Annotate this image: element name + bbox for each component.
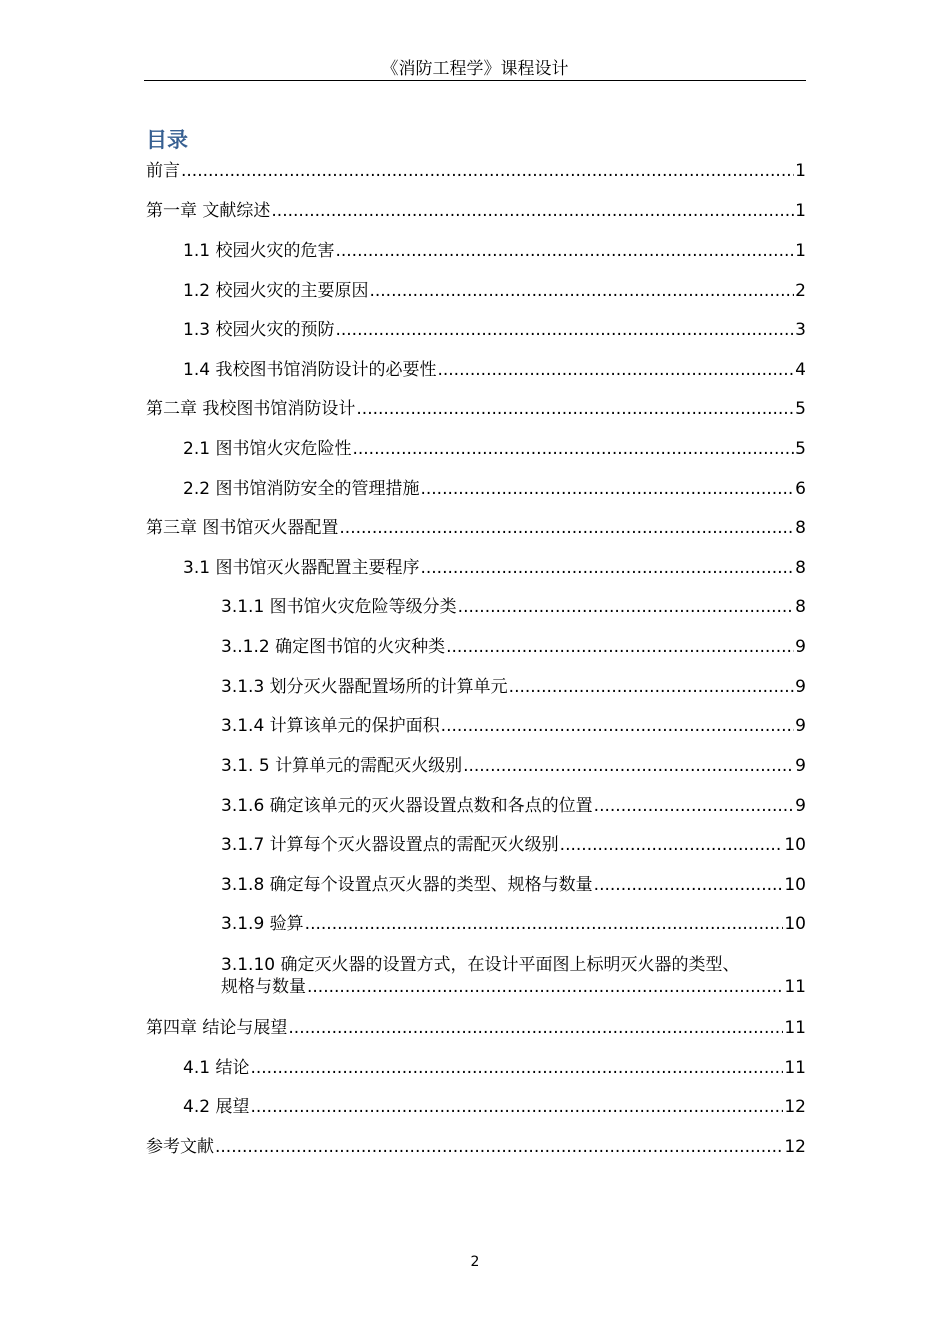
toc-entry-label: 3.1.6 确定该单元的灭火器设置点数和各点的位置 [221, 796, 593, 816]
toc-entry-page: 9 [795, 756, 806, 776]
toc-leader-dots [339, 517, 794, 539]
toc-entry-page: 10 [784, 914, 806, 934]
toc-entry-label: 前言 [146, 161, 180, 181]
toc-entry-multiline[interactable] [221, 954, 806, 998]
toc-entry-page: 8 [795, 597, 806, 617]
toc-leader-dots [458, 596, 795, 618]
toc-entry-page: 8 [795, 558, 806, 578]
toc-entry-label: 3.1.1 图书馆火灾危险等级分类 [221, 597, 457, 617]
toc-entry-label: 3.1.3 划分灭火器配置场所的计算单元 [221, 677, 508, 697]
header-rule [144, 80, 806, 81]
page-number: 2 [470, 1254, 480, 1270]
toc-entry-page: 9 [795, 637, 806, 657]
toc-leader-dots [594, 874, 784, 896]
toc-leader-dots [446, 636, 794, 658]
toc-entry[interactable] [221, 755, 806, 777]
toc-leader-dots [594, 795, 795, 817]
toc-entry-page: 6 [795, 479, 806, 499]
toc-leader-dots [307, 976, 783, 998]
toc-entry-label: 3.1.7 计算每个灭火器设置点的需配灭火级别 [221, 835, 559, 855]
toc-entry-page: 5 [795, 399, 806, 419]
toc-entry-label: 1.4 我校图书馆消防设计的必要性 [183, 360, 437, 380]
toc-entry-page: 9 [795, 796, 806, 816]
toc-entry-page: 1 [795, 161, 806, 181]
toc-entry[interactable] [221, 715, 806, 737]
toc-leader-dots [437, 359, 794, 381]
toc-leader-dots [420, 478, 794, 500]
toc-entry-label: 1.1 校园火灾的危害 [183, 241, 335, 261]
toc-leader-dots [369, 280, 794, 302]
toc-entry[interactable] [183, 478, 806, 500]
toc-leader-dots [509, 676, 795, 698]
toc-leader-dots [250, 1096, 783, 1118]
toc-entry[interactable] [183, 240, 806, 262]
toc-leader-dots [560, 834, 784, 856]
toc-entry-page: 2 [795, 281, 806, 301]
toc-entry[interactable] [146, 398, 806, 420]
toc-entry-page: 5 [795, 439, 806, 459]
toc-entry[interactable] [183, 359, 806, 381]
toc-entry-label-line1: 3.1.10 确定灭火器的设置方式，在设计平面图上标明灭火器的类型、 [221, 955, 740, 975]
toc-entry-label: 3.1.4 计算该单元的保护面积 [221, 716, 440, 736]
toc-leader-dots [271, 200, 794, 222]
toc-leader-dots [463, 755, 794, 777]
toc-entry-label: 第二章 我校图书馆消防设计 [146, 399, 356, 419]
toc-entry-label: 4.1 结论 [183, 1058, 250, 1078]
toc-entry-label: 第三章 图书馆灭火器配置 [146, 518, 339, 538]
toc-entry-label: 2.2 图书馆消防安全的管理措施 [183, 479, 420, 499]
toc-entry[interactable] [221, 874, 806, 896]
toc-entry-page: 1 [795, 241, 806, 261]
toc-leader-dots [250, 1057, 783, 1079]
toc-leader-dots [335, 319, 794, 341]
toc-entry-label: 4.2 展望 [183, 1097, 250, 1117]
toc-entry[interactable] [221, 834, 806, 856]
toc-entry-label: 第一章 文献综述 [146, 201, 271, 221]
toc-entry-page: 4 [795, 360, 806, 380]
toc-entry[interactable] [183, 557, 806, 579]
toc-entry-page: 10 [784, 835, 806, 855]
toc-entry-label: 3.1 图书馆灭火器配置主要程序 [183, 558, 420, 578]
toc-entry-page: 3 [795, 320, 806, 340]
toc-leader-dots [441, 715, 795, 737]
toc-entry-page: 11 [784, 1058, 806, 1078]
toc-entry[interactable] [146, 200, 806, 222]
toc-entry-label: 参考文献 [146, 1137, 214, 1157]
toc-entry-label: 2.1 图书馆火灾危险性 [183, 439, 352, 459]
toc-entry[interactable] [146, 160, 806, 182]
toc-leader-dots [335, 240, 794, 262]
toc-entry-label: 1.3 校园火灾的预防 [183, 320, 335, 340]
toc-entry-label: 3.1.8 确定每个设置点灭火器的类型、规格与数量 [221, 875, 593, 895]
toc-entry[interactable] [146, 517, 806, 539]
toc-entry-label: 第四章 结论与展望 [146, 1018, 288, 1038]
toc-entry-label: 1.2 校园火灾的主要原因 [183, 281, 369, 301]
toc-entry[interactable] [183, 1096, 806, 1118]
toc-entry[interactable] [183, 319, 806, 341]
toc-entry-label-line2: 规格与数量 [221, 977, 306, 997]
toc-entry[interactable] [221, 676, 806, 698]
toc-entry-page: 9 [795, 677, 806, 697]
toc-entry-page: 1 [795, 201, 806, 221]
toc-entry-page: 11 [784, 1018, 806, 1038]
toc-entry[interactable] [183, 1057, 806, 1079]
toc-heading: 目录 [146, 128, 188, 152]
running-header-title: 《消防工程学》课程设计 [381, 59, 569, 79]
toc-leader-dots [305, 913, 784, 935]
toc-entry-page: 12 [784, 1097, 806, 1117]
toc-entry[interactable] [183, 438, 806, 460]
toc-leader-dots [352, 438, 794, 460]
toc-leader-dots [215, 1136, 783, 1158]
toc-leader-dots [288, 1017, 783, 1039]
toc-entry[interactable] [221, 913, 806, 935]
toc-entry[interactable] [221, 795, 806, 817]
toc-entry[interactable] [221, 636, 806, 658]
toc-leader-dots [356, 398, 794, 420]
toc-entry-label: 3.1.9 验算 [221, 914, 304, 934]
toc-entry-label: 3..1.2 确定图书馆的火灾种类 [221, 637, 446, 657]
toc-leader-dots [420, 557, 794, 579]
toc-entry-page: 9 [795, 716, 806, 736]
toc-entry[interactable] [146, 1136, 806, 1158]
toc-entry[interactable] [146, 1017, 806, 1039]
toc-entry-page: 11 [784, 977, 806, 997]
toc-entry[interactable] [221, 596, 806, 618]
toc-leader-dots [181, 160, 794, 182]
toc-entry-label: 3.1. 5 计算单元的需配灭火级别 [221, 756, 463, 776]
toc-entry-page: 10 [784, 875, 806, 895]
toc-entry-page: 12 [784, 1137, 806, 1157]
toc-entry[interactable] [183, 280, 806, 302]
toc-entry-page: 8 [795, 518, 806, 538]
